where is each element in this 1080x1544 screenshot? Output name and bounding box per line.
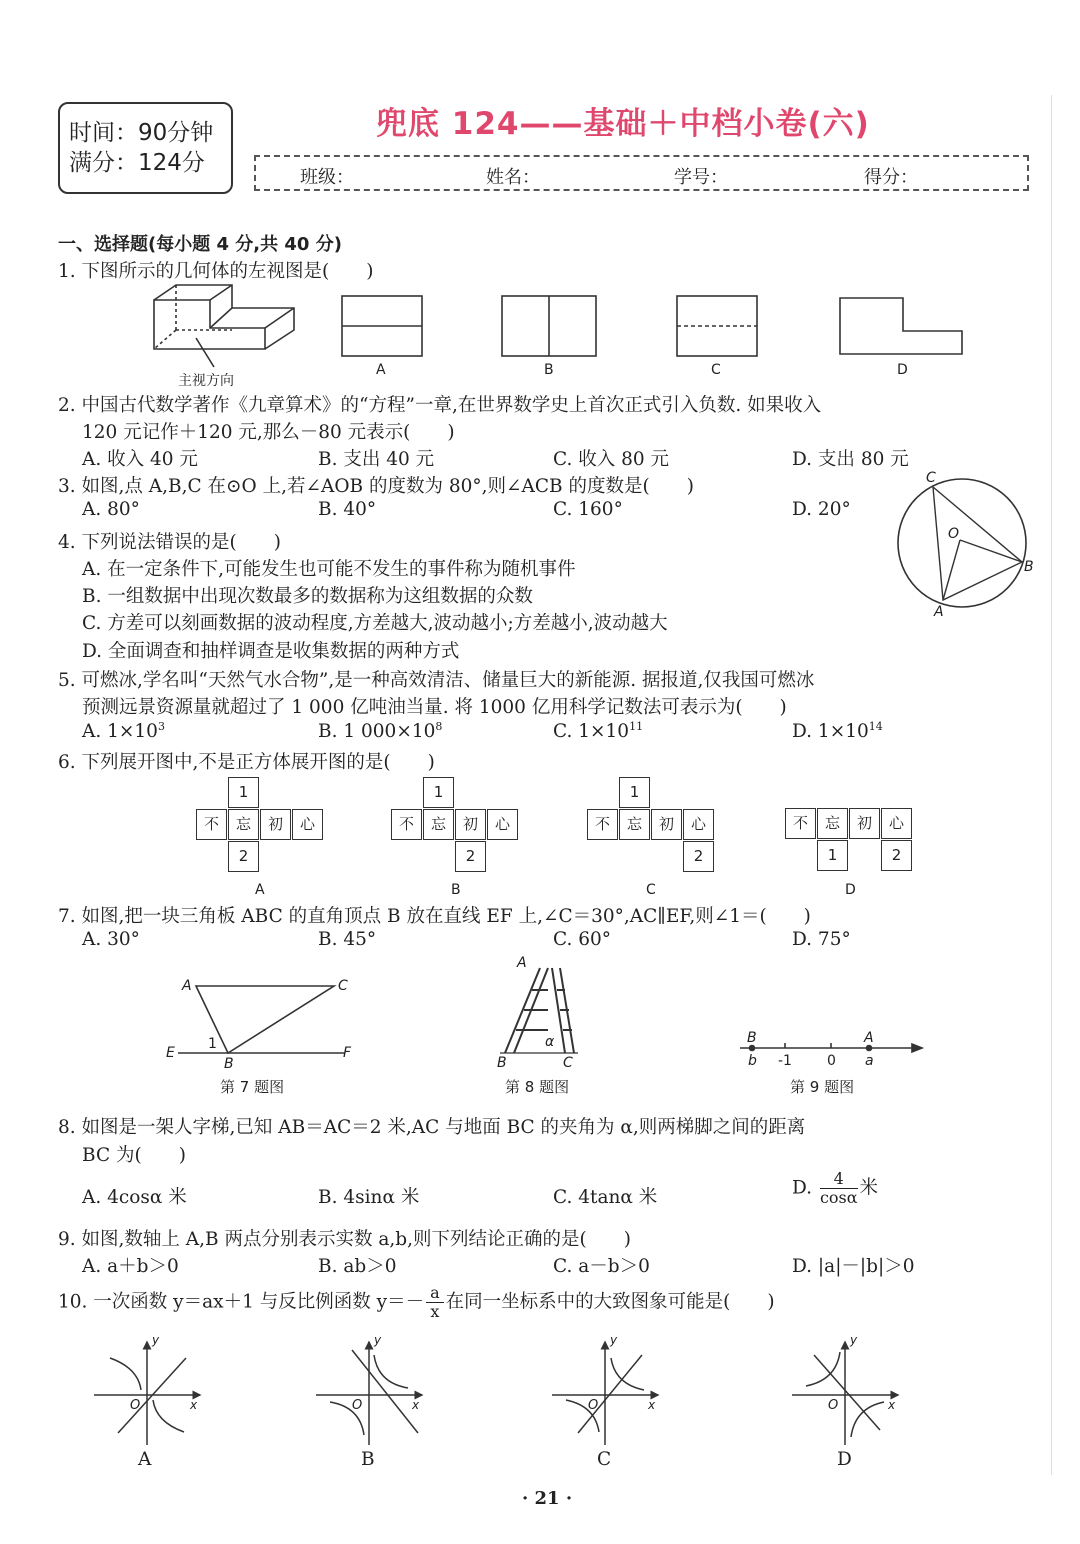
q9-option-d: D. |a|－|b|＞0	[792, 1256, 915, 1277]
f9-label-a: a	[865, 1053, 874, 1069]
f8-angle-alpha: α	[545, 1034, 555, 1050]
q7-option-d: D. 75°	[792, 929, 851, 950]
q9-option-c: C. a－b＞0	[553, 1256, 650, 1277]
question-5-line2: 预测远景资源量就超过了 1 000 亿吨油当量. 将 1000 亿用科学记数法可表示为( )	[82, 697, 787, 718]
q9-option-a: A. a＋b＞0	[82, 1256, 179, 1277]
f8-caption: 第 8 题图	[505, 1078, 570, 1096]
f9-label-zero: 0	[827, 1053, 836, 1069]
q3-option-b: B. 40°	[318, 499, 377, 520]
q8-option-b: B. 4sinα 米	[318, 1187, 420, 1208]
q4-option-b: B. 一组数据中出现次数最多的数据称为这组数据的众数	[82, 586, 533, 607]
question-3: 3. 如图,点 A,B,C 在⊙O 上,若∠AOB 的度数为 80°,则∠ACB 的度数是( )	[58, 476, 694, 497]
q10-d-y-label: y	[850, 1333, 858, 1347]
question-8-line1: 8. 如图是一架人字梯,已知 AB＝AC＝2 米,AC 与地面 BC 的夹角为 α,则两梯脚之间的距离	[58, 1117, 806, 1138]
q4-option-c: C. 方差可以刻画数据的波动程度,方差越大,波动越小;方差越小,波动越大	[82, 613, 668, 634]
q3-point-o: O	[948, 526, 960, 542]
score-label: 满分：124分	[69, 150, 205, 176]
q3-option-a: A. 80°	[82, 499, 140, 520]
f7-caption: 第 7 题图	[220, 1078, 285, 1096]
q10-a-y-label: y	[152, 1333, 160, 1347]
question-10: 10. 一次函数 y＝ax＋1 与反比例函数 y＝－ $\frac{a}{x}$ 在同一坐标系中的大致图象可能是( )	[58, 1283, 775, 1321]
f7-angle-1: 1	[208, 1036, 217, 1052]
q10-c-y-label: y	[610, 1333, 618, 1347]
q10-b-origin: O	[352, 1398, 363, 1413]
f7-point-a: A	[182, 978, 192, 994]
q9-option-b: B. ab＞0	[318, 1256, 397, 1277]
f9-label-b: b	[748, 1053, 757, 1069]
q5-option-b: B. 1 $000\times 10^8$	[318, 720, 443, 743]
q6-option-d: D	[845, 882, 856, 898]
f7-point-c: C	[338, 978, 348, 994]
f9-caption: 第 9 题图	[790, 1078, 855, 1096]
view-direction-label: 主视方向	[178, 373, 234, 389]
q10-b-y-label: y	[374, 1333, 382, 1347]
section-heading: 一、选择题(每小题 4 分,共 40 分)	[58, 234, 342, 255]
q10-option-d: D	[837, 1449, 852, 1470]
q6-option-a: A	[255, 882, 265, 898]
q2-option-d: D. 支出 80 元	[792, 449, 909, 470]
f8-point-c: C	[563, 1055, 573, 1071]
q6-option-c: C	[646, 882, 656, 898]
q3-point-a: A	[934, 604, 944, 620]
q1-option-b: B	[544, 362, 554, 378]
f7-point-b: B	[224, 1056, 234, 1072]
q7-option-b: B. 45°	[318, 929, 377, 950]
page-number: · 21 ·	[522, 1488, 573, 1509]
q10-d-origin: O	[828, 1398, 839, 1413]
time-label: 时间：90分钟	[69, 120, 214, 146]
q10-graph-d	[792, 1342, 898, 1445]
q10-c-x-label: x	[648, 1398, 656, 1412]
q4-option-d: D. 全面调查和抽样调查是收集数据的两种方式	[82, 641, 460, 662]
question-9: 9. 如图,数轴上 A,B 两点分别表示实数 a,b,则下列结论正确的是( )	[58, 1229, 631, 1250]
name-field: 姓名：	[486, 167, 540, 188]
q5-option-c: C. $1\times 10^{11}$	[553, 720, 644, 743]
q3-point-b: B	[1024, 559, 1034, 575]
q10-a-origin: O	[130, 1398, 141, 1413]
f9-point-a: A	[864, 1030, 874, 1046]
f7-point-f: F	[343, 1045, 352, 1061]
q2-option-c: C. 收入 80 元	[553, 449, 670, 470]
q10-c-origin: O	[588, 1398, 599, 1413]
q10-graph-b	[316, 1342, 422, 1445]
q10-option-b: B	[361, 1449, 375, 1470]
id-field: 学号：	[674, 167, 728, 188]
question-1: 1. 下图所示的几何体的左视图是( )	[58, 261, 374, 282]
q7-option-a: A. 30°	[82, 929, 140, 950]
question-8-line2: BC 为( )	[82, 1145, 186, 1166]
q8-option-a: A. 4cosα 米	[82, 1187, 187, 1208]
q2-option-a: A. 收入 40 元	[82, 449, 198, 470]
q1-option-d: D	[897, 362, 908, 378]
q10-graph-c	[552, 1342, 658, 1445]
q4-option-a: A. 在一定条件下,可能发生也可能不发生的事件称为随机事件	[82, 559, 576, 580]
f8-point-a: A	[517, 955, 527, 971]
page-title: 兜底 124——基础＋中档小卷(六)	[376, 106, 870, 142]
f9-point-b: B	[747, 1030, 757, 1046]
q10-b-x-label: x	[412, 1398, 420, 1412]
f9-label-minus1: -1	[778, 1053, 792, 1069]
q10-option-a: A	[138, 1449, 152, 1470]
q5-option-a: A. $1\times 10^3$	[82, 720, 165, 743]
q1-option-a: A	[376, 362, 386, 378]
q6-option-b: B	[451, 882, 461, 898]
class-field: 班级：	[300, 167, 354, 188]
question-2-line1: 2. 中国古代数学著作《九章算术》的“方程”一章,在世界数学史上首次正式引入负数. 如果收入	[58, 395, 822, 416]
q5-option-d: D. $1\times 10^{14}$	[792, 720, 883, 743]
q10-option-c: C	[597, 1449, 612, 1470]
question-2-line2: 120 元记作＋120 元,那么－80 元表示( )	[82, 422, 455, 443]
f8-point-b: B	[497, 1055, 507, 1071]
q7-option-c: C. 60°	[553, 929, 612, 950]
question-5-line1: 5. 可燃冰,学名叫“天然气水合物”,是一种高效清洁、储量巨大的新能源. 据报道,仅我国可燃冰	[58, 670, 815, 691]
q3-option-d: D. 20°	[792, 499, 851, 520]
q3-point-c: C	[926, 470, 936, 486]
q8-option-c: C. 4tanα 米	[553, 1187, 658, 1208]
q8-option-d: D. $\frac{4}{\cos\alpha}$ 米	[792, 1169, 879, 1207]
q2-option-b: B. 支出 40 元	[318, 449, 435, 470]
q10-graph-a	[94, 1342, 200, 1445]
q10-a-x-label: x	[190, 1398, 198, 1412]
q1-option-c: C	[711, 362, 721, 378]
f7-point-e: E	[166, 1045, 175, 1061]
q10-d-x-label: x	[888, 1398, 896, 1412]
question-7: 7. 如图,把一块三角板 ABC 的直角顶点 B 放在直线 EF 上,∠C＝30°,AC∥EF,则∠1＝( )	[58, 906, 811, 927]
question-4: 4. 下列说法错误的是( )	[58, 532, 281, 553]
question-6: 6. 下列展开图中,不是正方体展开图的是( )	[58, 752, 435, 773]
score-field: 得分：	[864, 167, 918, 188]
q3-option-c: C. 160°	[553, 499, 623, 520]
